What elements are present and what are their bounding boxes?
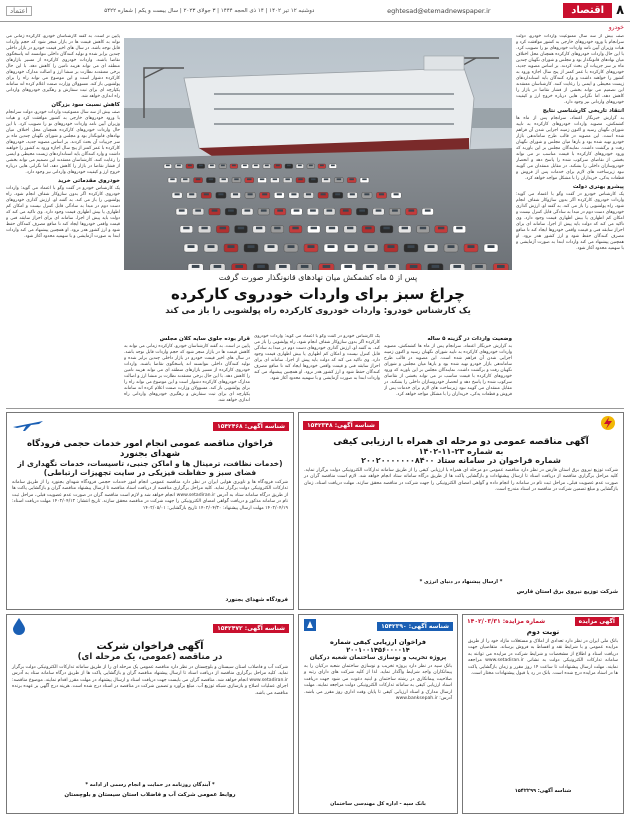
car-windshield	[256, 227, 262, 230]
car-windshield	[294, 209, 300, 211]
article-column-mid-left	[124, 334, 250, 406]
car-windshield	[329, 227, 335, 230]
car-windshield	[188, 165, 192, 167]
car-windshield	[273, 178, 277, 180]
car-windshield	[243, 165, 247, 167]
ad-type-badge: آگهی مزایده	[575, 617, 619, 626]
article-column-mid	[254, 334, 380, 406]
car-windshield	[291, 193, 296, 195]
article-headline[interactable]: چراغ سبز برای واردات خودروی کارکرده	[171, 285, 465, 303]
article-column-right	[516, 34, 624, 406]
car-windshield	[376, 209, 382, 211]
car-windshield	[410, 265, 418, 268]
car-windshield	[337, 178, 341, 180]
car-windshield	[257, 265, 265, 268]
car-windshield	[234, 178, 238, 180]
car-windshield	[343, 209, 349, 211]
article-paragraph: یک کارشناس خودرو در گفت وگو با اعتماد می گوید: واردات خودروی کارکرده اگر بدون سازوکار شفاف انجام شود، راه پولشویی را باز می کند. به گفته او، ارزش گذاری خودروهای دست دوم در مبدا به سادگی قابل کنترل نیست و امکان کم اظهاری یا بیش اظهاری قیمت وجود دارد. وی تاکید می کند که دولت باید پیش از اجرا، سامانه ای برای احراز سابقه فنی و قیمت واقعی خودروها ایجاد کند تا منافع مصرف کنندگان حفظ شود و ارز کشور هدر نرود. او همچنین پیشنهاد می کند واردات ابتدا به صورت آزمایشی و با سهمیه محدود آغاز شود.	[254, 334, 380, 381]
car-windshield	[288, 245, 295, 248]
ad-title: فراخوان ارزیابی کیفی شماره ۲۰۰۱۰۰۱۴۵۶۰۰۰۰۱۴	[330, 638, 426, 654]
car-windshield	[364, 193, 369, 195]
car-windshield	[218, 193, 223, 195]
car-windshield	[388, 265, 396, 268]
car-windshield	[331, 165, 335, 167]
ad-footer: شناسه آگهی: ۱۵۴۲۲۹۹	[514, 788, 572, 794]
car-windshield	[195, 209, 201, 211]
ad-subtitle: در مناقصه (عمومی، یک مرحله ای)	[77, 652, 223, 662]
ad-header	[299, 615, 457, 638]
car-windshield	[488, 245, 495, 248]
car-windshield	[402, 227, 408, 230]
airport-logo-icon	[11, 415, 45, 437]
ad-body: شرکت آب و فاضلاب استان سیستان و بلوچستان در نظر دارد مناقصه عمومی یک مرحله ای را از طریق سامانه تدارکات الکترونیکی دولت برگزار نماید. کلیه مراحل برگزاری مناقصه از دریافت اسناد تا ارسال پیشنهاد مناقصه گران و بازگشایی پاکت ها از طریق درگاه سامانه ستاد به آدرس www.setadiran.ir انجام خواهد شد. مناقصه گران می بایست جهت دریافت اسناد و ارسال پیشنهاد در مهلت مقرر اقدام نمایند. موضوع مناقصه: اجرای عملیات اصلاح و بازسازی شبکه توزیع آب. مبلغ برآورد و تضمین شرکت در مناقصه در اسناد درج شده است. هزینه درج آگهی بر عهده برنده مناقصه می باشد.	[12, 665, 288, 696]
car-windshield	[199, 165, 203, 167]
ad-footer: شرکت توزیع نیروی برق استان فارس	[516, 589, 618, 595]
car-windshield	[308, 245, 315, 248]
ad-body: بانک ملی ایران در نظر دارد تعدادی از املاک و مستغلات مازاد خود را از طریق مزایده عمومی و با شرایط نقد و اقساط به فروش برساند. متقاضیان جهت دریافت اسناد و اطلاع از مشخصات و شرایط شرکت در مزایده می توانند به سامانه تدارکات الکترونیکی دولت به نشانی www.setadiran.ir مراجعه نمایند. مهلت ارسال پیشنهادات تا ساعت ۱۴ روز مقرر و زمان بازگشایی پاکت ها در اسناد مزایده درج شده است. بانک در رد یا قبول پیشنهادات مختار است.	[468, 639, 618, 677]
car-windshield	[179, 209, 185, 211]
ad-footer: فرودگاه شهدای بجنورد	[225, 597, 288, 603]
car-windshield	[298, 178, 302, 180]
car-windshield	[388, 245, 395, 248]
car-windshield	[301, 265, 309, 268]
ad-title: فراخوان مناقصه عمومی انجام امور خدمات حجمی فرودگاه شهدای بجنورد	[26, 439, 274, 459]
ad-header	[7, 413, 293, 439]
ad-note: * ارسال پیشنهاد در دنیای انرژی *	[419, 579, 503, 585]
car-windshield	[177, 165, 181, 167]
article-subhead: پیشرو بهتری دولت	[572, 184, 624, 190]
car-windshield	[232, 165, 236, 167]
car-windshield	[228, 209, 234, 211]
car-windshield	[475, 265, 483, 268]
car-windshield	[204, 193, 209, 195]
ad-header	[299, 413, 623, 437]
article-paragraph: صف بیش از سه سال ممنوعیت واردات خودرو، دولت سرانجام با ورود خودروهای خارجی به کشور موافقت کرد و هیات وزیران آیین نامه واردات خودروهای نو را تصویب کرد. با این حال واردات خودروهای کارکرده همچنان محل اختلاف میان نهادهای قانونگذار بود و مجلس و شورای نگهبان چندین ماه بر سر جزییات آن بحث کردند. بر اساس مصوبه جدید، خودروهای کارکرده با عمر کمتر از پنج سال اجازه ورود به کشور را خواهند داشت و وارد کنندگان باید استانداردهای زیست محیطی و ایمنی را رعایت کنند. کارشناسان معتقدند این تصمیم می تواند بخشی از فشار تقاضا در بازار را کاهش دهد، اما نگرانی هایی درباره خروج ارز و کیفیت خودروهای وارداتی نیز وجود دارد.	[6, 110, 120, 175]
newspaper-logo: اعتماد	[6, 6, 32, 16]
car-windshield	[247, 178, 251, 180]
ad-subtitle-2: شماره فراخوان در سامانه ستاد ۲۰۰۲۰۰۰۰۰۰۰۸۴۰۰	[361, 456, 561, 465]
ad-title: آگهی فراخوان شرکت	[96, 641, 204, 652]
article-column-left	[6, 34, 120, 406]
car-windshield	[274, 227, 280, 230]
ad-tender-airport[interactable]	[6, 412, 294, 610]
car-windshield	[276, 165, 280, 167]
car-windshield	[453, 265, 461, 268]
car-windshield	[170, 178, 174, 180]
car-windshield	[183, 178, 187, 180]
article-paragraph: پایین تر است. به گفته کارشناسان خودرو، کارکرده زمانی می تواند به کاهش قیمت ها در بازار منجر شود که حجم واردات قابل توجه باشد. در سال های اخیر قیمت خودرو در بازار داخلی چندین برابر شده و تولید کنندگان داخلی نتوانسته اند پاسخگوی تقاضا باشند. واردات خودروی کارکرده از مسیر بازارهای منطقه ای می تواند هزینه تامین را کاهش دهد. با این حال برخی معتقدند نظارت بر منشا ارز و اصالت مدارک خودروهای کارکرده دشوار است و این موضوع می تواند راه را برای پولشویی باز کند. مسوولان وزارت صمت اعلام کرده اند سامانه یکپارچه ای برای ثبت سفارش و رهگیری خودروهای وارداتی راه اندازی خواهد شد.	[6, 34, 120, 99]
section-tab[interactable]: اقتصاد	[563, 3, 612, 18]
car-windshield	[497, 265, 505, 268]
car-windshield	[244, 209, 250, 211]
ad-subtitle: پروژه تخریب و نوسازی ساختمان شعبه درکیان	[309, 654, 447, 661]
page-number: ۸	[616, 3, 624, 18]
article-kicker: پس از ۵ ماه کشمکش میان نهادهای قانونگذار صورت گرفت	[218, 273, 418, 282]
car-windshield	[379, 193, 384, 195]
car-windshield	[210, 165, 214, 167]
article-column-mid-right	[384, 334, 512, 406]
article-photo	[124, 38, 512, 270]
car-windshield	[262, 193, 267, 195]
article-subhead: کاهش نسبت سود بزرگان	[51, 102, 120, 108]
car-windshield	[248, 245, 255, 248]
car-windshield	[311, 227, 317, 230]
article-paragraph: پایین تر است. به گفته کارشناسان خودرو، کارکرده زمانی می تواند به کاهش قیمت ها در بازار منجر شود که حجم واردات قابل توجه باشد. در سال های اخیر قیمت خودرو در بازار داخلی چندین برابر شده و تولید کنندگان داخلی نتوانسته اند پاسخگوی تقاضا باشند. واردات خودروی کارکرده از مسیر بازارهای منطقه ای می تواند هزینه تامین را کاهش دهد. با این حال برخی معتقدند نظارت بر منشا ارز و اصالت مدارک خودروهای کارکرده دشوار است و این موضوع می تواند راه را برای پولشویی باز کند. مسوولان وزارت صمت اعلام کرده اند سامانه یکپارچه ای برای ثبت سفارش و رهگیری خودروهای وارداتی راه اندازی خواهد شد.	[124, 344, 250, 403]
auction-number: شماره مزایده: ۱۴۰۲/۰۳/۳۱	[467, 618, 546, 625]
ad-body: بانک سپه در نظر دارد پروژه تخریب و نوسازی ساختمان شعبه درکیان را به پیمانکاران واجد شرایط واگذار نماید. لذا از کلیه شرکت های دارای رتبه و صلاحیت پیمانکاری در رشته ساختمان و ابنیه دعوت می شود جهت دریافت اسناد ارزیابی کیفی به سامانه تدارکات الکترونیکی دولت مراجعه نمایند. مهلت ارسال مدارک و اسناد ارزیابی کیفی تا پایان وقت اداری روز مقرر می باشد. آدرس: www.banksepah.ir	[304, 664, 452, 702]
ad-note: * آبندگان روزنامه در حمایت و انجام رسمی از ادامه *	[85, 782, 215, 788]
page-label	[563, 3, 624, 18]
car-windshield	[408, 209, 414, 211]
car-windshield	[214, 265, 222, 268]
ad-title: آگهی مناقصه عمومی دو مرحله ای همراه با ارزیابی کیفی	[333, 437, 589, 447]
car-windshield	[220, 227, 226, 230]
car-windshield	[277, 193, 282, 195]
headline-block	[124, 270, 512, 316]
car-windshield	[428, 245, 435, 248]
ad-header	[463, 615, 623, 628]
car-windshield	[166, 165, 170, 167]
car-windshield	[368, 245, 375, 248]
car-windshield	[238, 227, 244, 230]
car-windshield	[383, 227, 389, 230]
dateline: دوشنبه ۱۲ تیر ۱۴۰۲ | ۱۴ ذی الحجه ۱۴۴۴ | ۳ جولای ۲۰۲۳ | سال بیست و یکم | شماره ۵۴۲۲	[104, 7, 315, 14]
car-windshield	[228, 245, 235, 248]
car-windshield	[261, 209, 267, 211]
car-windshield	[265, 165, 269, 167]
power-company-logo-icon	[597, 415, 619, 435]
car-windshield	[362, 178, 366, 180]
car-windshield	[309, 165, 313, 167]
car-windshield	[189, 193, 194, 195]
article-subhead: قرار بوده جلوی سایه کلان مجلس	[159, 336, 250, 342]
car-windshield	[366, 265, 374, 268]
car-windshield	[348, 245, 355, 248]
section-email[interactable]: eghtesad@etemadnewspaper.ir	[387, 6, 491, 15]
car-port-photo	[124, 38, 512, 270]
car-windshield	[233, 193, 238, 195]
car-windshield	[175, 193, 180, 195]
car-windshield	[432, 265, 440, 268]
ad-auction[interactable]	[462, 614, 624, 814]
car-windshield	[277, 209, 283, 211]
article-paragraph: صف بیش از سه سال ممنوعیت واردات خودرو، دولت سرانجام با ورود خودروهای خارجی به کشور موافقت کرد و هیات وزیران آیین نامه واردات خودروهای نو را تصویب کرد. با این حال واردات خودروهای کارکرده همچنان محل اختلاف میان نهادهای قانونگذار بود و مجلس و شورای نگهبان چندین ماه بر سر جزییات آن بحث کردند. بر اساس مصوبه جدید، خودروهای کارکرده با عمر کمتر از پنج سال اجازه ورود به کشور را خواهند داشت و وارد کنندگان باید استانداردهای زیست محیطی و ایمنی را رعایت کنند. کارشناسان معتقدند این تصمیم می تواند بخشی از فشار تقاضا در بازار را کاهش دهد، اما نگرانی هایی درباره خروج ارز و کیفیت خودروهای وارداتی نیز وجود دارد.	[516, 34, 624, 105]
car-windshield	[268, 245, 275, 248]
car-windshield	[254, 165, 258, 167]
car-windshield	[350, 193, 355, 195]
ad-id-badge: شناسه آگهی: ۱۵۴۲۴۶۸	[213, 422, 289, 431]
car-windshield	[468, 245, 475, 248]
car-windshield	[192, 265, 200, 268]
car-windshield	[260, 178, 264, 180]
car-windshield	[285, 178, 289, 180]
article-paragraph: یک کارشناس خودرو در گفت وگو با اعتماد می گوید: واردات خودروی کارکرده اگر بدون سازوکار شفاف انجام شود، راه پولشویی را باز می کند. به گفته او، ارزش گذاری خودروهای دست دوم در مبدا به سادگی قابل کنترل نیست و امکان کم اظهاری یا بیش اظهاری قیمت وجود دارد. وی تاکید می کند که دولت باید پیش از اجرا، سامانه ای برای احراز سابقه فنی و قیمت واقعی خودروها ایجاد کند تا منافع مصرف کنندگان حفظ شود و ارز کشور هدر نرود. او همچنین پیشنهاد می کند واردات ابتدا به صورت آزمایشی و با سهمیه محدود آغاز شود.	[516, 192, 624, 251]
car-windshield	[321, 193, 326, 195]
article-paragraph: به گزارش خبرنگار اعتماد، سرانجام پس از ماه ها کشمکش، مصوبه واردات خودروهای کارکرده به تایید شورای نگهبان رسید و اکنون زمینه اجرایی شدن آن فراهم شده است. این مصوبه در قالب طرح ساماندهی بازار خودرو تهیه شده بود و بارها میان مجلس و شورای نگهبان رفت و برگشت داشت. نمایندگان مجلس بر این باورند که ورود خودروهای کارکرده با قیمت مناسب تر می تواند بخشی از تقاضای سرکوب شده را پاسخ دهد و انحصار خودروسازان داخلی را بشکند. در مقابل منتقدان می گویند نبود زیرساخت های لازم برای خدمات پس از فروش و قطعات یدکی، خریداران را با مشکل مواجه خواهد کرد.	[516, 116, 624, 181]
article-subhead: خودروی مقدماتی خرید	[58, 178, 120, 184]
car-windshield	[188, 245, 195, 248]
ad-footer: روابط عمومی شرکت آب و فاضلاب استان سیستان و بلوچستان	[64, 792, 236, 798]
ad-title: نوبت دوم	[526, 628, 560, 636]
car-windshield	[235, 265, 243, 268]
ad-tender-electricity[interactable]	[298, 412, 624, 610]
car-windshield	[365, 227, 371, 230]
article-subhead: وضعیت واردات در گزینه ۵ ساله	[427, 336, 512, 342]
ad-evaluation-bank[interactable]	[298, 614, 458, 814]
ad-body: شرکت توزیع نیروی برق استان فارس در نظر دارد مناقصه عمومی دو مرحله ای همراه با ارزیابی کیفی را از طریق سامانه تدارکات الکترونیکی دولت برگزار نماید. کلیه مراحل برگزاری مناقصه از دریافت اسناد تا ارسال پیشنهادات و بازگشایی پاکت ها از طریق درگاه سامانه ستاد انجام خواهد شد. لازم است مناقصه گران در صورت عدم عضویت قبلی، مراحل ثبت نام در سامانه را انجام داده و گواهی امضای الکترونیکی را جهت شرکت در مناقصه محقق سازند. مهلت دریافت اسناد، زمان بازگشایی و مبلغ تضمین شرکت در مناقصه در اسناد مندرج است.	[304, 468, 618, 493]
car-windshield	[425, 209, 431, 211]
car-windshield	[420, 227, 426, 230]
car-windshield	[292, 227, 298, 230]
car-windshield	[335, 193, 340, 195]
ad-footer: بانک سپه - اداره کل مهندسی ساختمان	[330, 801, 426, 807]
car-windshield	[221, 165, 225, 167]
ad-id-badge: شناسه آگهی: ۱۵۴۲۴۷۲	[213, 624, 289, 633]
car-windshield	[208, 245, 215, 248]
car-windshield	[183, 227, 189, 230]
car-windshield	[201, 227, 207, 230]
ad-subtitle: (خدمات نظافت، ترمینال ها و اماکن جنبی، تاسیسات، خدمات نگهداری از فضای سبز و حفاظت فیزیکی در سایت تجهیزات ارتباطی)	[17, 459, 283, 477]
car-windshield	[196, 178, 200, 180]
article-paragraph: یک کارشناس خودرو در گفت وگو با اعتماد می گوید: واردات خودروی کارکرده اگر بدون سازوکار شفاف انجام شود، راه پولشویی را باز می کند. به گفته او، ارزش گذاری خودروهای دست دوم در مبدا به سادگی قابل کنترل نیست و امکان کم اظهاری یا بیش اظهاری قیمت وجود دارد. وی تاکید می کند که دولت باید پیش از اجرا، سامانه ای برای احراز سابقه فنی و قیمت واقعی خودروها ایجاد کند تا منافع مصرف کنندگان حفظ شود و ارز کشور هدر نرود. او همچنین پیشنهاد می کند واردات ابتدا به صورت آزمایشی و با سهمیه محدود آغاز شود.	[6, 186, 120, 239]
car-windshield	[311, 178, 315, 180]
car-windshield	[326, 209, 332, 211]
ad-header	[7, 615, 293, 641]
car-windshield	[392, 209, 398, 211]
car-windshield	[320, 165, 324, 167]
water-drop-logo-icon	[11, 617, 27, 639]
car-windshield	[347, 227, 353, 230]
car-windshield	[349, 178, 353, 180]
bank-logo-icon	[303, 617, 317, 636]
article-paragraph: به گزارش خبرنگار اعتماد، سرانجام پس از ماه ها کشمکش، مصوبه واردات خودروهای کارکرده به تایید شورای نگهبان رسید و اکنون زمینه اجرایی شدن آن فراهم شده است. این مصوبه در قالب طرح ساماندهی بازار خودرو تهیه شده بود و بارها میان مجلس و شورای نگهبان رفت و برگشت داشت. نمایندگان مجلس بر این باورند که ورود خودروهای کارکرده با قیمت مناسب تر می تواند بخشی از تقاضای سرکوب شده را پاسخ دهد و انحصار خودروسازان داخلی را بشکند. در مقابل منتقدان می گویند نبود زیرساخت های لازم برای خدمات پس از فروش و قطعات یدکی، خریداران را با مشکل مواجه خواهد کرد.	[384, 344, 512, 397]
car-windshield	[298, 165, 302, 167]
car-windshield	[324, 178, 328, 180]
ad-id-badge: شناسه آگهی: ۱۵۴۲۳۹۰	[377, 622, 453, 631]
car-windshield	[209, 178, 213, 180]
ads-divider	[6, 408, 624, 409]
car-windshield	[248, 193, 253, 195]
ad-subtitle: به شماره ۲۳-۱۱-۱۴۰۲	[418, 447, 504, 456]
car-windshield	[359, 209, 365, 211]
car-windshield	[279, 265, 287, 268]
masthead-bar	[0, 0, 630, 22]
car-windshield	[287, 165, 291, 167]
car-windshield	[212, 209, 218, 211]
car-windshield	[438, 227, 444, 230]
car-windshield	[221, 178, 225, 180]
ad-id-badge: شناسه آگهی: ۱۵۴۲۳۴۸	[303, 421, 379, 430]
car-windshield	[408, 245, 415, 248]
article-subhead: انتقاد تاریخی کارشناسی نتایج	[542, 108, 624, 114]
car-windshield	[306, 193, 311, 195]
car-windshield	[310, 209, 316, 211]
subsection-label: خودرو	[608, 24, 624, 31]
car-windshield	[328, 245, 335, 248]
car-windshield	[323, 265, 331, 268]
car-windshield	[448, 245, 455, 248]
car-windshield	[456, 227, 462, 230]
ad-body: شرکت فرودگاه ها و ناوبری هوایی ایران در نظر دارد مناقصه عمومی انجام امور خدمات حجمی فرودگاه شهدای بجنورد را از طریق سامانه تدارکات الکترونیکی دولت برگزار نماید. کلیه مراحل برگزاری مناقصه از دریافت اسناد مناقصه تا ارسال پیشنهاد مناقصه گران و بازگشایی پاکت ها از طریق درگاه سامانه ستاد به آدرس www.setadiran.ir انجام خواهد شد و لازم است مناقصه گران در صورت عدم عضویت قبلی، مراحل ثبت نام در سامانه مذکور و دریافت گواهی امضای الکترونیکی را جهت شرکت در مناقصه محقق سازند. تاریخ انتشار: ۱۴۰۲/۰۴/۱۲ مهلت دریافت اسناد: ۱۴۰۲/۰۴/۱۹ مهلت ارسال پیشنهاد: ۱۴۰۲/۰۴/۳۰ تاریخ بازگشایی: ۱۴۰۲/۰۵/۰۱	[12, 480, 288, 511]
ad-tender-water[interactable]	[6, 614, 294, 814]
article-deck: یک کارشناس خودرو: واردات خودروی کارکرده راه پولشویی را باز می کند	[165, 306, 471, 316]
car-windshield	[394, 193, 399, 195]
car-windshield	[344, 265, 352, 268]
